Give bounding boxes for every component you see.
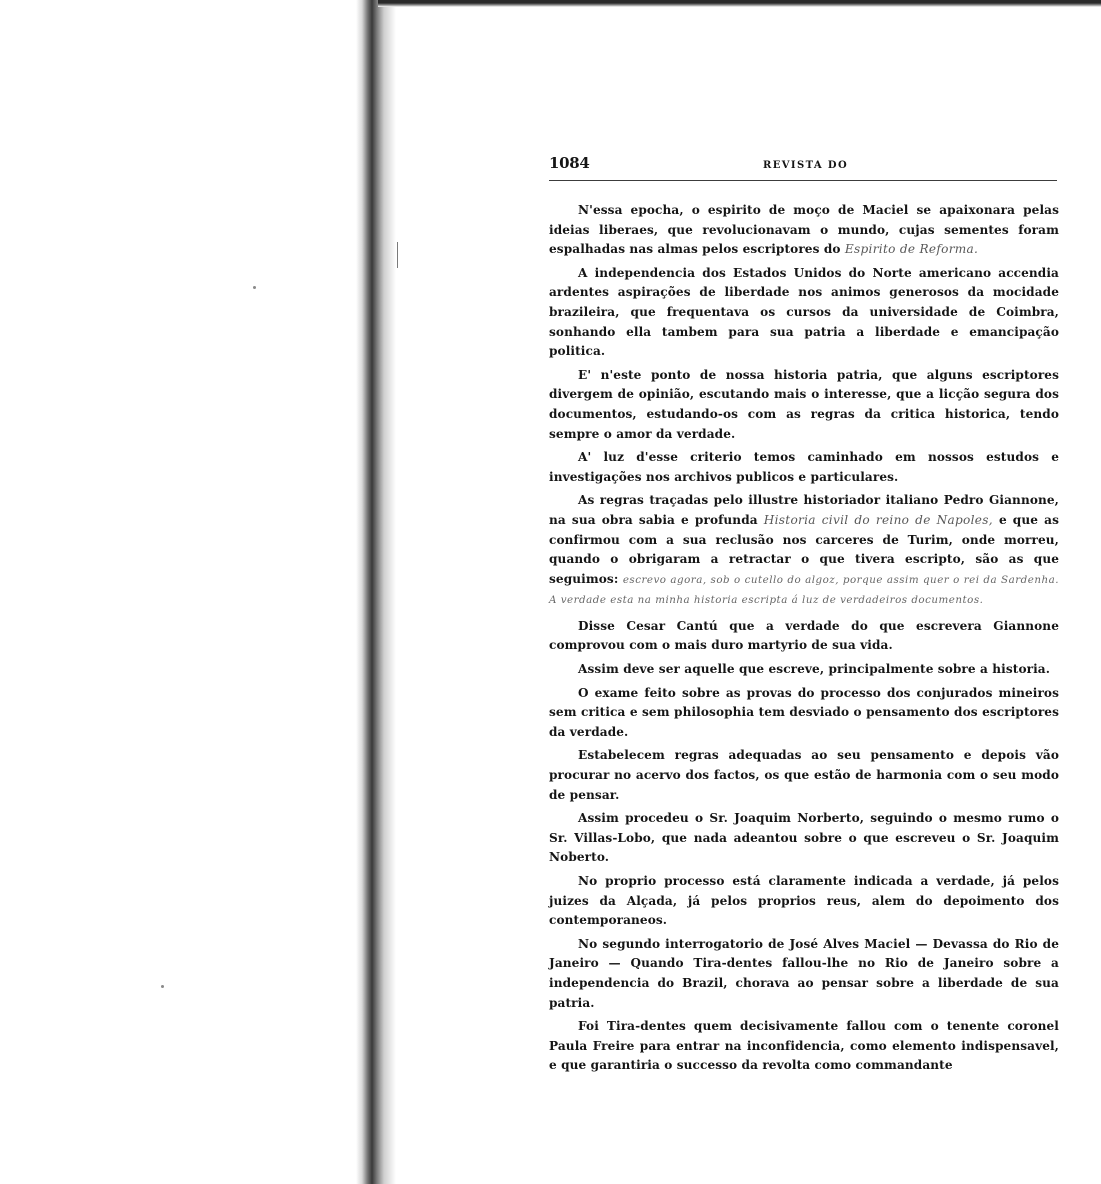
paragraph: A' luz d'esse criterio temos caminhado em nossos estudos e investigações nos archivos publicos e particulares. [549, 450, 1059, 484]
book-gutter [356, 0, 396, 1184]
paragraph: No proprio processo está claramente indicada a verdade, já pelos juizes da Alçada, já pelos proprios reus, alem do depoimento dos contemporaneos. [549, 874, 1059, 928]
paragraph: E' n'este ponto de nossa historia patria, que alguns escriptores divergem de opinião, escutando mais o interesse, que a licção segura dos documentos, estudando-os com as regras da critica historica, tendo sempre o amor da verdade. [549, 367, 1059, 441]
paragraph: O exame feito sobre as provas do processo dos conjurados mineiros sem critica e sem philosophia tem desviado o pensamento dos escriptores da verdade. [549, 685, 1059, 739]
paragraph [549, 201, 1059, 260]
running-title: REVISTA DO [763, 160, 849, 171]
page-number: 1084 [549, 154, 590, 172]
body-text [549, 201, 1059, 1076]
paragraph: No segundo interrogatorio de José Alves Maciel — Devassa do Rio de Janeiro — Quando Tira-dentes fallou-lhe no Rio de Janeiro sobre a independencia do Brazil, chorava ao pensar sobre a liberdade de sua patria. [549, 936, 1059, 1010]
paragraph: Foi Tira-dentes quem decisivamente fallou com o tenente coronel Paula Freire para entrar na inconfidencia, como elemento indispensavel, e que garantiria o successo da revolta como commandante [549, 1019, 1059, 1073]
header-rule [549, 180, 1057, 181]
paragraph: Assim deve ser aquelle que escreve, principalmente sobre a historia. [578, 662, 1051, 677]
paragraph-text: As regras traçadas pelo illustre historiador italiano Pedro Giannone, na sua obra sabia e profunda [549, 493, 1059, 527]
paragraph [549, 491, 1059, 611]
margin-mark [397, 242, 398, 268]
left-facing-page [0, 0, 372, 1184]
scan-speck [253, 286, 256, 289]
italic-title: Espirito de Reforma. [844, 242, 979, 257]
page-top-edge [378, 0, 1101, 7]
paragraph: Estabelecem regras adequadas ao seu pensamento e depois vão procurar no acervo dos factos, os que estão de harmonia com o seu modo de pensar. [549, 748, 1059, 802]
paragraph: Assim procedeu o Sr. Joaquim Norberto, seguindo o mesmo rumo o Sr. Villas-Lobo, que nada adeantou sobre o que escreveu o Sr. Joaquim Noberto. [549, 811, 1059, 865]
italic-quote: escrevo agora, sob o cutello do algoz, porque assim quer o rei da Sardenha. A verdade esta na minha historia escripta á luz de verdadeiros documentos. [549, 573, 1059, 607]
paragraph: Disse Cesar Cantú que a verdade do que escrevera Giannone comprovou com o mais duro martyrio de sua vida. [549, 618, 1059, 653]
paragraph: A independencia dos Estados Unidos do Norte americano accendia ardentes aspirações de liberdade nos animos generosos da mocidade brazileira, que frequentava os cursos da universidade de Coimbra, sonhando ella tambem para sua patria a liberdade e emancipação politica. [549, 265, 1059, 359]
scan-speck [161, 985, 164, 988]
page-header [549, 150, 1059, 176]
printed-page [549, 150, 1059, 1080]
paragraph-text: N'essa epocha, o espirito de moço de Maciel se apaixonara pelas ideias liberaes, que revolucionavam o mundo, cujas sementes foram espalhadas nas almas pelos escriptores do [549, 203, 1059, 257]
italic-title: Historia civil do reino de Napoles, [763, 512, 993, 527]
paragraph-text: e que as confirmou com a sua reclusão nos carceres de Turim, onde morreu, quando o obrigaram a retractar o que tivera escripto, são as que seguimos: [549, 512, 1059, 586]
